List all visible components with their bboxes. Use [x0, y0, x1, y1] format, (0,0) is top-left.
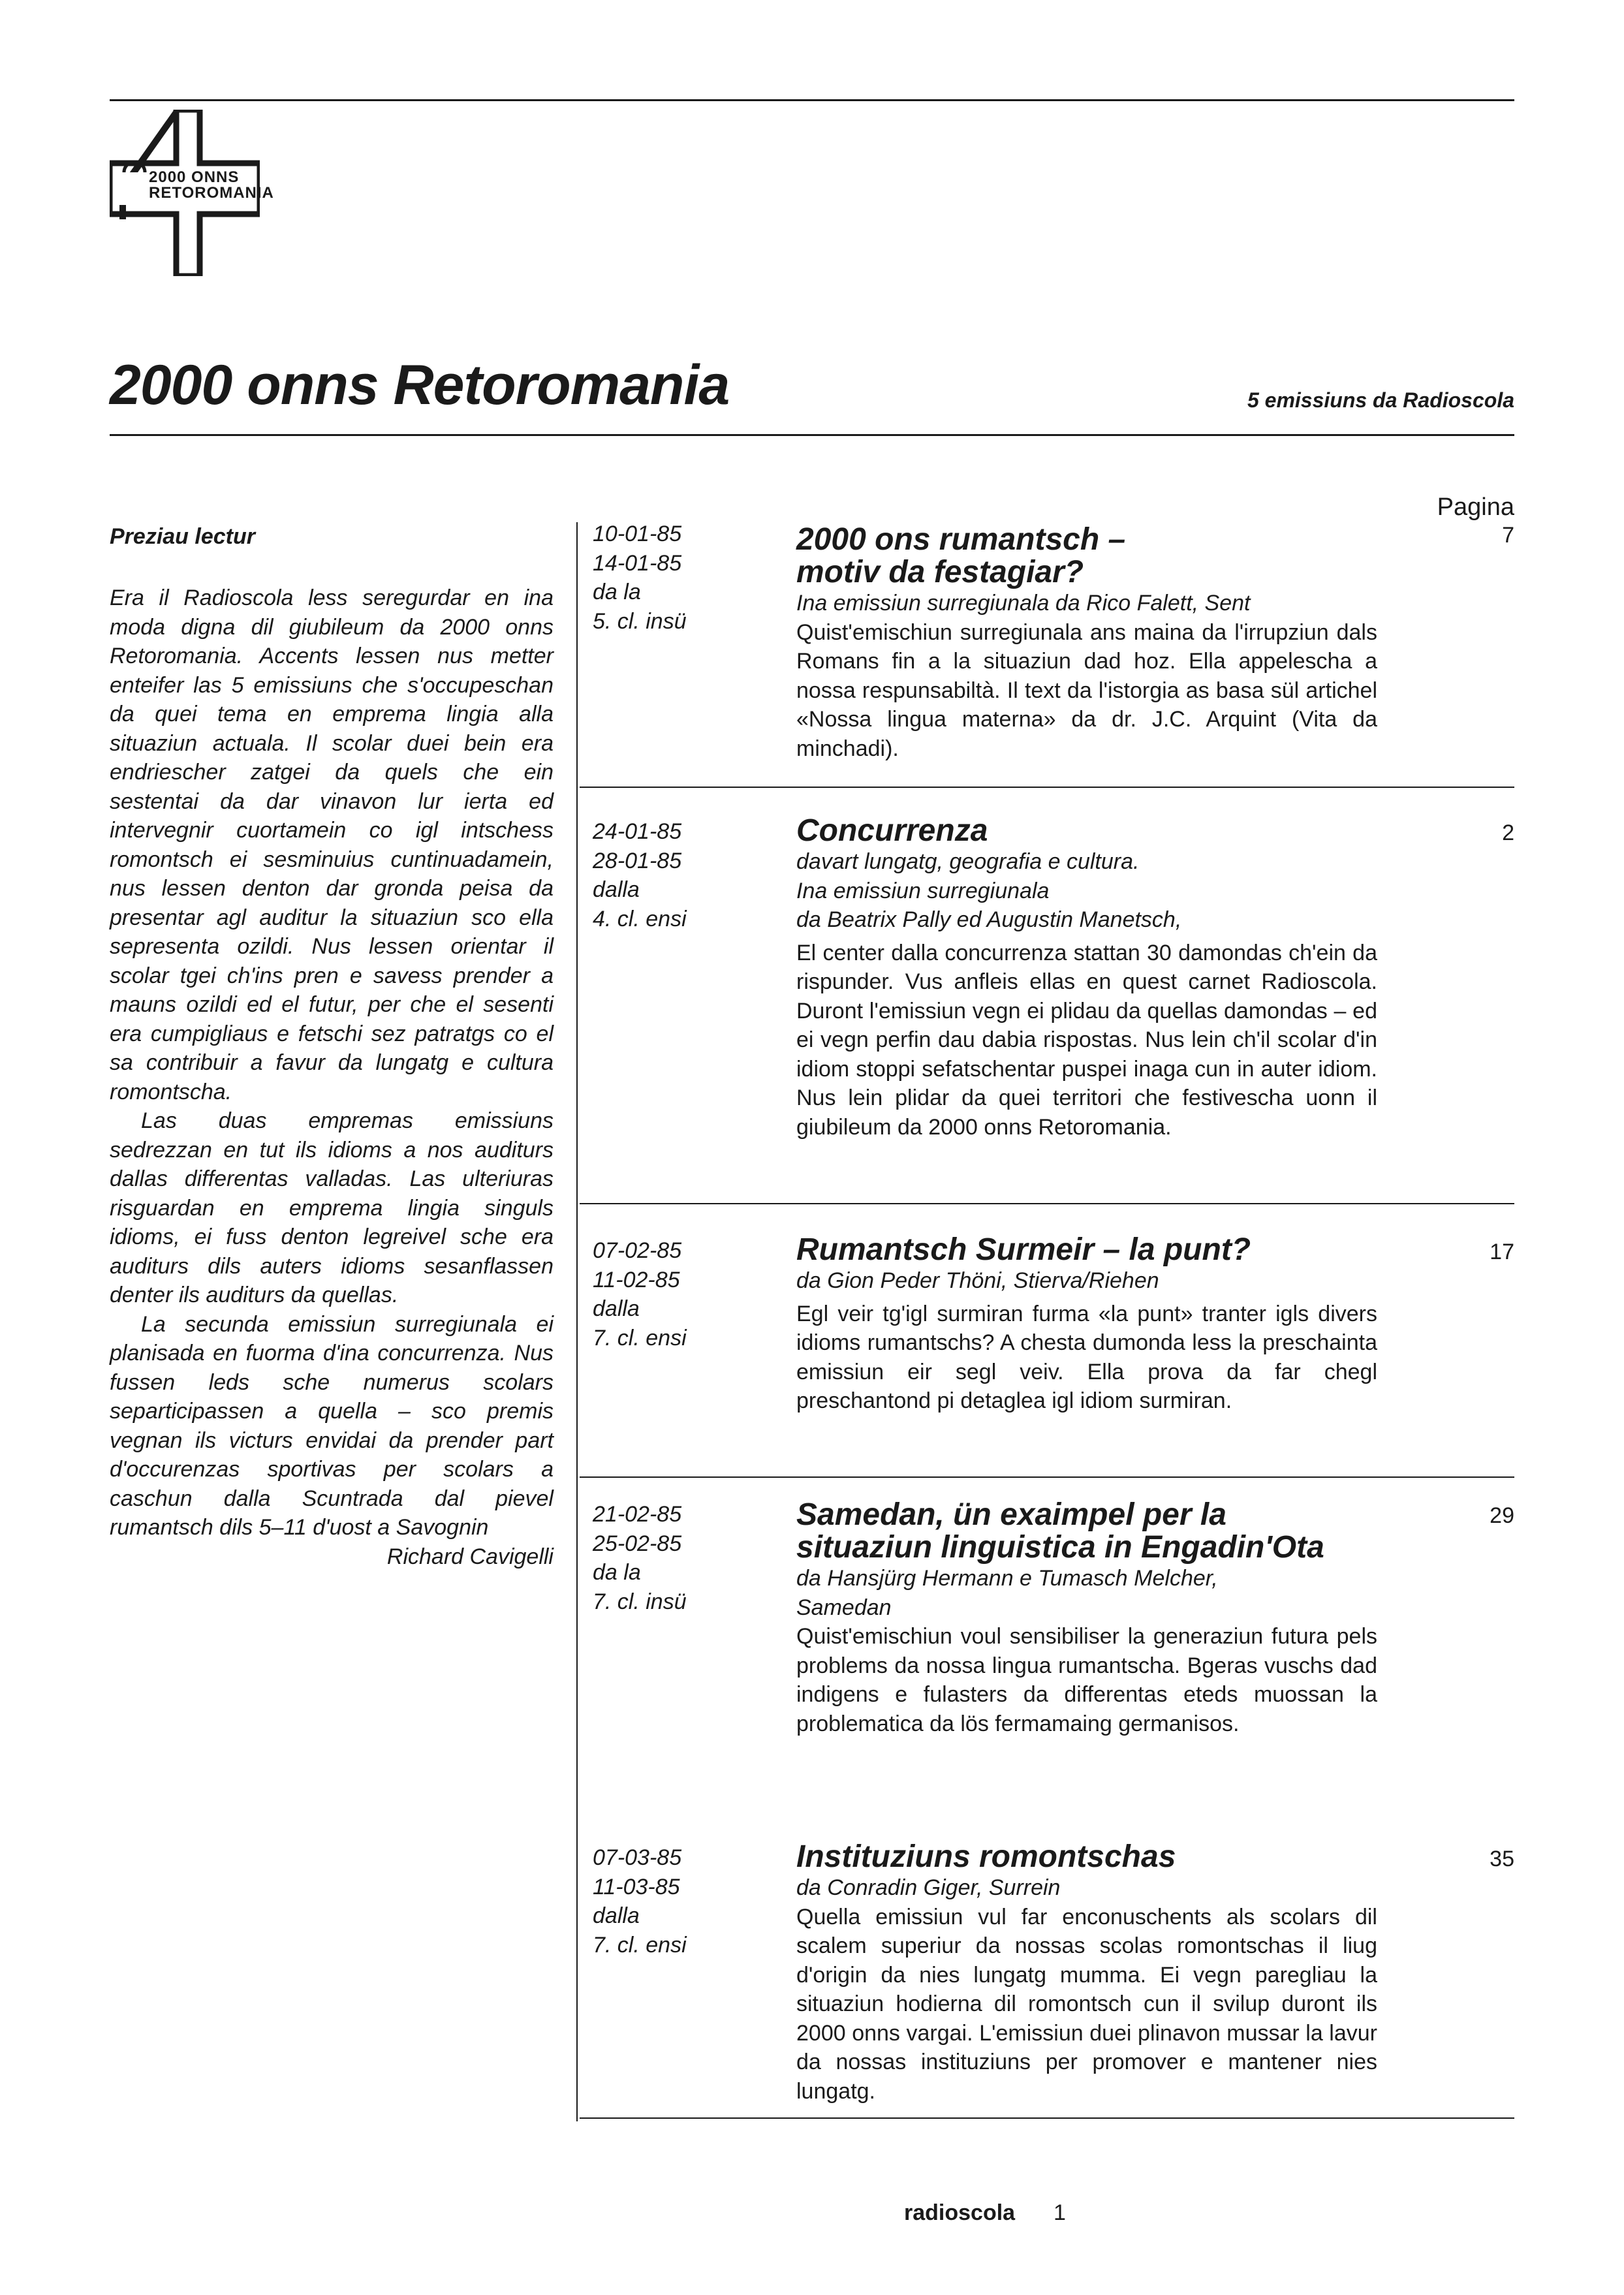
entry-description: Quist'emischiun voul sensibiliser la generaziun futura pels problems da nossa lingua rumantscha. Bgeras vuschs dad indigens e fulasters da differentas eteds muossan la problematica da lös fermamaing germanisos. [796, 1624, 1377, 1736]
entry-title: situaziun linguistica in Engadin'Ota [796, 1530, 1324, 1565]
entry-content [796, 1234, 1377, 1416]
entry-date: 11-02-85 [593, 1267, 680, 1292]
intro-signature: Richard Cavigelli [386, 1544, 554, 1569]
entry-class: 5. cl. insü [593, 608, 687, 634]
entry-description: Quist'emischiun surregiunala ans maina da l'irrupziun dals Romans fin a la situaziun dad hoz. Ella appelescha a nossa respunsabiltà. Il text da l'istorgia as basa sül artichel «Nossa lingua materna» da dr. J.C. Arquint (Vita da minchadi). [796, 619, 1377, 761]
entry-page-number: 17 [1490, 1240, 1514, 1264]
intro-heading: Preziau lectur [110, 524, 255, 549]
broadcast-entry [581, 520, 1514, 768]
entry-date: 21-02-85 [593, 1502, 682, 1527]
entry-rule [580, 1476, 1514, 1478]
entry-rule [580, 1203, 1514, 1204]
entry-page-number: 7 [1502, 523, 1514, 548]
entry-dates [593, 817, 762, 933]
intro-column [110, 522, 554, 1571]
entry-class-prefix: dalla [593, 1296, 640, 1321]
entry-date: 11-03-85 [593, 1874, 680, 1899]
entry-dates [593, 1236, 762, 1352]
broadcast-entry [581, 1497, 1514, 1800]
entry-author: da Hansjürg Hermann e Tumasch Melcher, [796, 1566, 1218, 1591]
entry-class: 7. cl. ensi [593, 1325, 687, 1350]
entry-date: 25-02-85 [593, 1531, 682, 1556]
broadcast-entry [581, 1839, 1514, 2117]
entry-author: da Gion Peder Thöni, Stierva/Riehen [796, 1268, 1159, 1293]
entry-dates [593, 520, 762, 636]
entry-page-number: 2 [1502, 820, 1514, 845]
page-subtitle: 5 emissiuns da Radioscola [1247, 388, 1514, 412]
entry-rule [580, 787, 1514, 788]
entry-author: da Conradin Giger, Surrein [796, 1875, 1061, 1900]
entry-date: 07-03-85 [593, 1845, 682, 1870]
entry-date: 14-01-85 [593, 550, 682, 576]
entry-class: 4. cl. ensi [593, 906, 687, 931]
broadcast-entry [581, 1232, 1514, 1458]
entry-content [796, 1841, 1377, 2106]
intro-paragraph: La secunda emissiun surregiunala ei planisada en fuorma d'ina concurrenza. Nus fussen leds sche numerus scolars separticipassen a quella – sco premis vegnan ils victurs envidai da prender part d'occurenzas sportivas per scolars a caschun dalla Scuntrada dal pievel rumantsch dils 5–11 d'uost a Savognin [110, 1311, 554, 1540]
entry-author: davart lungatg, geografia e cultura. [796, 849, 1140, 874]
entry-dates [593, 1500, 762, 1616]
entry-date: 24-01-85 [593, 819, 682, 844]
entry-date: 28-01-85 [593, 848, 682, 873]
entry-page-number: 35 [1490, 1847, 1514, 1871]
entry-content [796, 1499, 1377, 1738]
entry-title: motiv da festagiar? [796, 555, 1084, 589]
intro-paragraph: Era il Radioscola less seregurdar en ina moda digna dil giubileum da 2000 onns Retoromania. Accents lessen nus metter enteifer las 5 emissiuns che s'occupeschan da quei tema en emprema lingia alla situaziun actuala. Il scolar duei bein era endriescher zatgei da quels che ein sestentai da dar vinavon lur ierta ed intervegnir cuortamein co igl intschess romontsch ei sesminuius cuntinuadamein, nus lessen denton dar gronda peisa da presentar agl auditur la situaziun sco ella sepresenta ozildi. Nus lessen orientar il scolar tgei ch'ins pren e savess prender a mauns ozildi ed el futur, per che el sesenti era cumpigliaus e fetschi sez patratgs co el sa contribuir a favur da lungatg e cultura romontscha. [110, 585, 554, 1104]
entry-class-prefix: da la [593, 1560, 641, 1585]
intro-paragraph: Las duas empremas emissiuns sedrezzan en tut ils idioms a nos auditurs dallas differentas valladas. Las ulteriuras risguardan en emprema lingia singuls idioms, ei fuss denton legreivel sche era auditurs dils auters idioms sesanflassen denter ils auditurs da quellas. [110, 1108, 554, 1307]
entry-page-number: 29 [1490, 1503, 1514, 1528]
footer-page-number: 1 [1053, 2200, 1066, 2225]
top-rule [110, 99, 1514, 101]
entry-title: Rumantsch Surmeir – la punt? [796, 1232, 1251, 1267]
page-title: 2000 onns Retoromania [110, 354, 730, 416]
entry-date: 10-01-85 [593, 522, 682, 546]
column-divider [576, 522, 578, 2121]
entry-class-prefix: da la [593, 580, 641, 604]
entry-class: 7. cl. insü [593, 1589, 687, 1614]
entry-author: da Beatrix Pally ed Augustin Manetsch, [796, 907, 1182, 932]
entry-title: Concurrenza [796, 813, 988, 848]
entry-description: Quella emissiun vul far enconuschents als scolars dil scalem superiur da nossas scolas romontschas il liug d'origin da nies lungatg mumma. Ei vegn paregliau la situaziun hodierna dil romontsch cun il svilup duront ils 2000 onns vargai. L'emissiun duei plinavon mussar la lavur da nossas instituziuns per promover e mantener nies lungatg. [796, 1904, 1377, 2104]
entry-title: Samedan, ün exaimpel per la [796, 1497, 1226, 1532]
entry-content [796, 523, 1377, 763]
footer-label: radioscola [904, 2200, 1016, 2225]
entry-title: Instituziuns romontschas [796, 1839, 1176, 1874]
entry-class-prefix: dalla [593, 877, 640, 902]
pagina-label: Pagina [1437, 493, 1514, 521]
title-rule [110, 434, 1514, 436]
entry-class: 7. cl. ensi [593, 1932, 687, 1958]
logo-text: 2000 ONNS RETOROMANIA [149, 168, 274, 202]
entry-author: Ina emissiun surregiunala da Rico Falett, Sent [796, 591, 1251, 616]
entry-date: 07-02-85 [593, 1238, 682, 1263]
entry-description: El center dalla concurrenza stattan 30 damondas ch'ein da rispunder. Vus anfleis ellas en quest carnet Radioscola. Duront l'emissiun vegn ei plidau da quellas damondas – ed ei vegn perfin dau dabia rispostas. Nus lein ch'il scolar d'in idiom stoppi sefatschentar puspei inaga cun in auter idiom. Nus lein plidar da quei territori che festivescha uonn il giubileum da 2000 onns Retoromania. [796, 940, 1377, 1140]
entry-class-prefix: dalla [593, 1903, 640, 1928]
entry-author: Samedan [796, 1595, 892, 1620]
entry-title: 2000 ons rumantsch – [796, 522, 1126, 557]
broadcast-entry [581, 813, 1514, 1183]
bottom-rule [580, 2117, 1514, 2119]
footer [904, 2198, 1066, 2227]
entry-author: Ina emissiun surregiunala [796, 878, 1050, 903]
entry-dates [593, 1843, 762, 1959]
logo [110, 110, 274, 276]
entry-description: Egl veir tg'igl surmiran furma «la punt» tranter igls divers idioms rumantschs? A chesta dumonda less la preschainta emissiun eir segl veiv. Ella prova da far chegl preschantond pi detaglea igl idiom surmiran. [796, 1301, 1377, 1413]
entry-content [796, 815, 1377, 1142]
